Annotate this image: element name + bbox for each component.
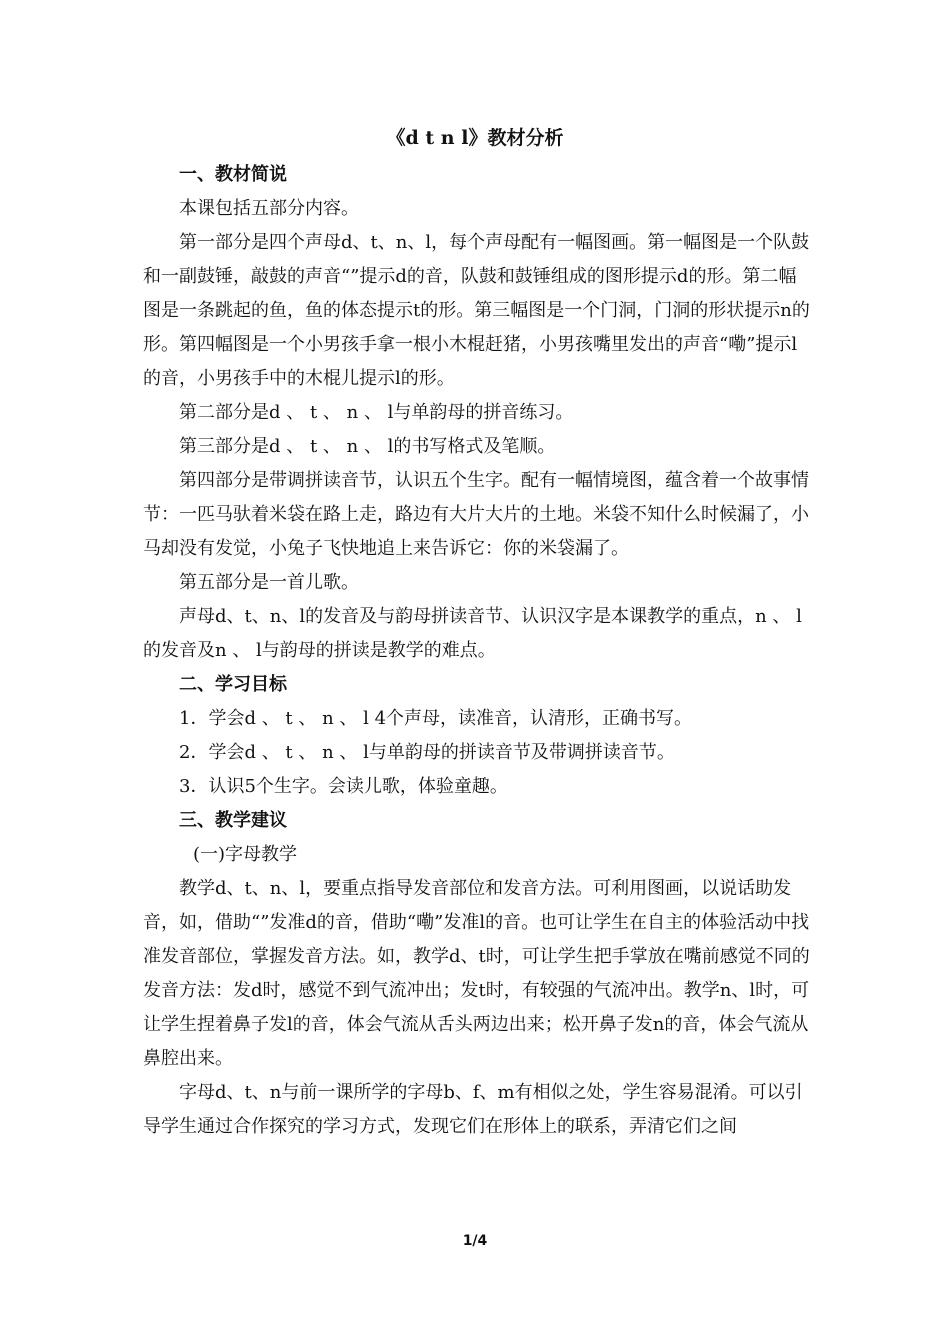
section-heading: 一、教材简说 [179,164,287,185]
document-title: 《d t n l》教材分析 [386,127,564,149]
paragraph: 第一部分是四个声母d、t、n、l，每个声母配有一幅图画。第一幅图是一个队鼓和一副鼓锤，敲鼓的声音“”提示d的音，队鼓和鼓锤组成的图形提示d的形。第二幅图是一条跳起的鱼，鱼的体态提示t的形。第三幅图是一个门洞，门洞的形状提示n的形。第四幅图是一个小男孩手拿一根小木棍赶猪，小男孩嘴里发出的声音“嘞”提示l的音，小男孩手中的木棍儿提示l的形。 [143,232,810,389]
paragraph: 声母d、t、n、l的发音及与韵母拼读音节、认识汉字是本课教学的重点，n 、 l的发音及n 、 l与韵母的拼读是教学的难点。 [143,606,802,661]
paragraph: 第四部分是带调拼读音节，认识五个生字。配有一幅情境图，蕴含着一个故事情节：一匹马驮着米袋在路上走，路边有大片大片的土地。米袋不知什么时候漏了，小马却没有发觉，小兔子飞快地追上来告诉它：你的米袋漏了。 [143,470,809,559]
paragraph: 第三部分是d 、 t 、 n 、 l的书写格式及笔顺。 [179,436,556,457]
page-number: 1/4 [462,1233,488,1249]
section-heading: 二、学习目标 [179,674,287,695]
subsection-heading: (一)字母教学 [193,844,298,865]
paragraph: 第五部分是一首儿歌。 [179,572,359,593]
paragraph: 本课包括五部分内容。 [179,198,359,219]
goal-item: 2．学会d 、 t 、 n 、 l与单韵母的拼读音节及带调拼读音节。 [179,742,675,763]
goal-item: 1．学会d 、 t 、 n 、 l 4个声母，读准音，认清形，正确书写。 [179,708,693,729]
paragraph: 教学d、t、n、l，要重点指导发音部位和发音方法。可利用图画，以说话助发音，如，借助“”发准d的音，借助“嘞”发准l的音。也可让学生在自主的体验活动中找准发音部位，掌握发音方法。如，教学d、t时，可让学生把手掌放在嘴前感觉不同的发音方法：发d时，感觉不到气流冲出；发t时，有较强的气流冲出。教学n、l时，可让学生捏着鼻子发l的音，体会气流从舌头两边出来；松开鼻子发n的音，体会气流从鼻腔出来。 [143,878,810,1069]
document-body [143,158,813,1144]
goal-item: 3．认识5个生字。会读儿歌，体验童趣。 [179,776,508,797]
section-heading: 三、教学建议 [179,810,287,831]
paragraph: 字母d、t、n与前一课所学的字母b、f、m有相似之处，学生容易混淆。可以引导学生通过合作探究的学习方式，发现它们在形体上的联系，弄清它们之间 [143,1082,803,1137]
paragraph: 第二部分是d 、 t 、 n 、 l与单韵母的拼音练习。 [179,402,574,423]
